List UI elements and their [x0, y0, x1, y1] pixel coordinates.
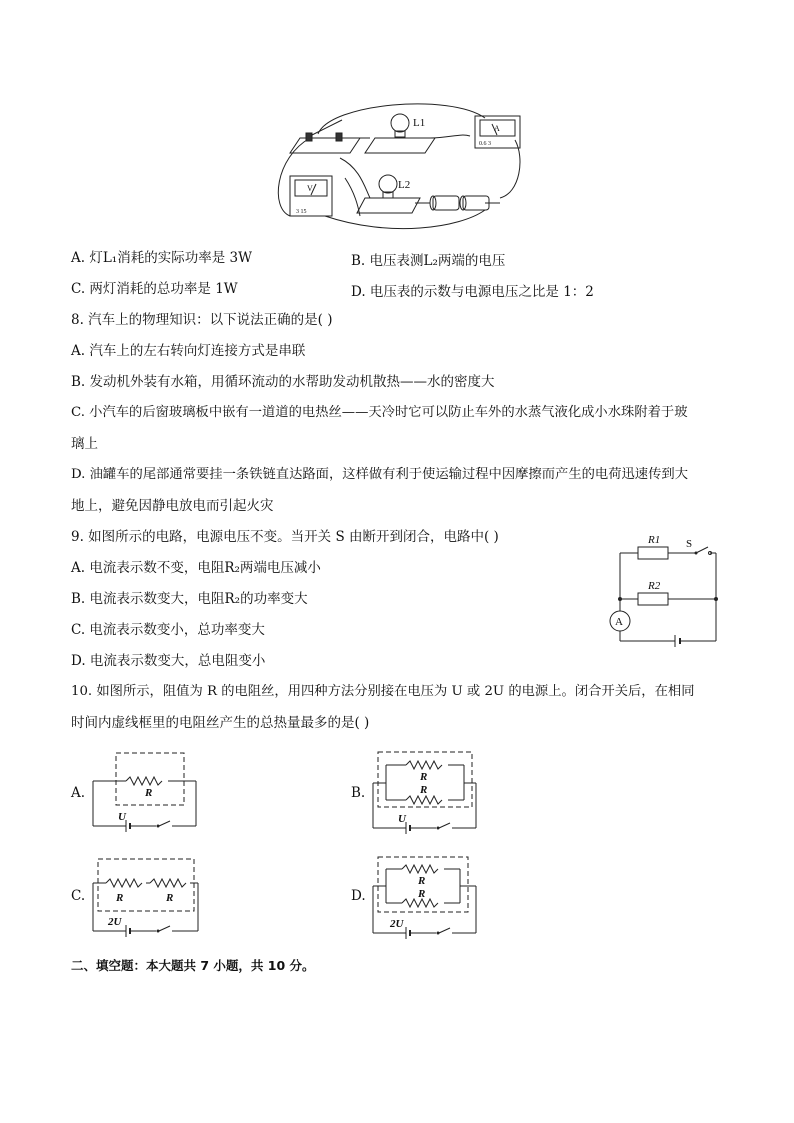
q10-circuit-b [368, 748, 483, 833]
q7-option-a: A. 灯L₁消耗的实际功率是 3W [71, 250, 252, 266]
q10-option-a-label: A. [71, 785, 86, 801]
q9-option-b: B. 电流表示数变大，电阻R₂的功率变大 [71, 591, 308, 607]
q8-option-d-line2: 地上，避免因静电放电而引起火灾 [71, 498, 274, 514]
q10-option-d-label: D. [351, 888, 366, 904]
q8-option-d-line1: D. 油罐车的尾部通常要挂一条铁链直达路面，这样做有利于使运输过程中因摩擦而产生的电荷迅速传到大 [71, 467, 688, 482]
q10-option-c-label: C. [71, 888, 86, 904]
q8-option-a: A. 汽车上的左右转向灯连接方式是串联 [71, 343, 306, 359]
q10-d-r2-label: R [418, 888, 426, 900]
q7-voltmeter-label: V [307, 184, 313, 193]
q8-option-c-line2: 璃上 [71, 436, 98, 452]
q10-option-b-label: B. [351, 785, 366, 801]
q10-a-r-label: R [145, 787, 153, 799]
q10-b-u-label: U [398, 813, 406, 825]
q8-option-c-line1: C. 小汽车的后窗玻璃板中嵌有一道道的电热丝——天冷时它可以防止车外的水蒸气液化成小水珠附着于玻 [71, 405, 688, 420]
q9-option-d: D. 电流表示数变大，总电阻变小 [71, 653, 266, 669]
q9-stem: 9. 如图所示的电路，电源电压不变。当开关 S 由断开到闭合，电路中( ) [71, 529, 499, 545]
q10-circuit-a [88, 748, 203, 833]
section-2-heading: 二、填空题：本大题共 7 小题，共 10 分。 [71, 958, 315, 973]
q9-circuit-figure [600, 528, 730, 650]
q8-stem: 8. 汽车上的物理知识：以下说法正确的是( ) [71, 312, 333, 328]
q10-c-r2-label: R [166, 892, 174, 904]
q10-d-r1-label: R [418, 875, 426, 887]
q10-c-r1-label: R [116, 892, 124, 904]
q10-circuit-d [368, 853, 483, 938]
q9-r2-label: R2 [648, 580, 661, 592]
q7-label-l1: L1 [413, 117, 426, 129]
q7-option-b: B. 电压表测L₂两端的电压 [351, 253, 506, 269]
q7-option-d: D. 电压表的示数与电源电压之比是 1：2 [351, 284, 594, 300]
q10-stem-line1: 10. 如图所示，阻值为 R 的电阻丝，用四种方法分别接在电压为 U 或 2U 的电源上。闭合开关后，在相同 [71, 684, 695, 699]
q8-option-b: B. 发动机外装有水箱，用循环流动的水帮助发动机散热——水的密度大 [71, 374, 495, 390]
q9-switch-label: S [686, 538, 693, 550]
q9-r1-label: R1 [648, 534, 661, 546]
q9-ammeter-label: A [615, 616, 623, 628]
q7-ammeter-label: A [494, 124, 500, 133]
q10-b-r2-label: R [420, 784, 428, 796]
q10-a-u-label: U [118, 811, 126, 823]
q7-label-l2: L2 [398, 179, 411, 191]
q7-ammeter-scale: 0.6 3 [479, 141, 491, 147]
q10-stem-line2: 时间内虚线框里的电阻丝产生的总热量最多的是( ) [71, 715, 370, 731]
q10-c-u-label: 2U [108, 916, 122, 928]
q9-option-c: C. 电流表示数变小，总功率变大 [71, 622, 265, 638]
q10-circuit-c [88, 853, 203, 938]
q7-option-c: C. 两灯消耗的总功率是 1W [71, 281, 238, 297]
q7-voltmeter-scale: 3 15 [296, 209, 307, 215]
q9-option-a: A. 电流表示数不变，电阻R₂两端电压减小 [71, 560, 321, 576]
q10-b-r1-label: R [420, 771, 428, 783]
q7-circuit-figure [270, 98, 530, 233]
q10-d-u-label: 2U [390, 918, 404, 930]
